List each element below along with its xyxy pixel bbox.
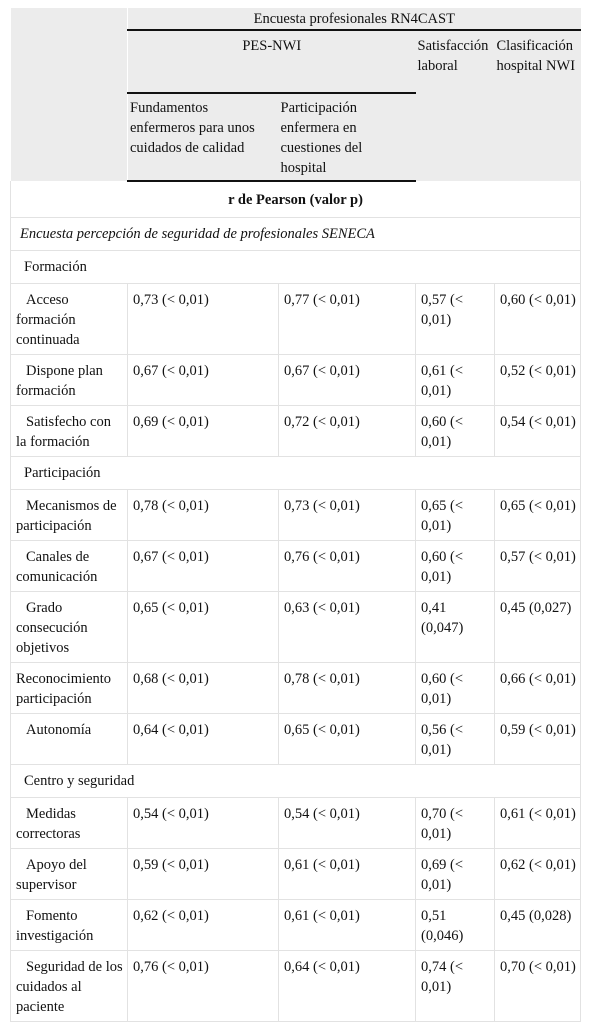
value-cell: 0,77 (< 0,01) <box>279 284 416 355</box>
row-label-text: Medidas correctoras <box>16 806 81 842</box>
row-label <box>11 592 128 663</box>
section-row <box>11 457 581 490</box>
value-cell: 0,61 (< 0,01) <box>279 849 416 900</box>
row-label <box>11 900 128 951</box>
section-row <box>11 251 581 284</box>
value-cell: 0,78 (< 0,01) <box>128 490 279 541</box>
row-label-text: Apoyo del supervisor <box>16 857 87 893</box>
row-label-text: Dispone plan formación <box>16 363 103 399</box>
value-cell: 0,54 (< 0,01) <box>128 798 279 849</box>
value-cell: 0,61 (< 0,01) <box>279 900 416 951</box>
row-label <box>11 663 128 714</box>
value-cell: 0,72 (< 0,01) <box>279 406 416 457</box>
value-cell: 0,60 (< 0,01) <box>495 284 581 355</box>
value-cell: 0,61 (< 0,01) <box>495 798 581 849</box>
survey-title: Encuesta profesionales RN4CAST <box>128 8 581 30</box>
value-cell: 0,70 (< 0,01) <box>416 798 495 849</box>
value-cell: 0,61 (< 0,01) <box>416 355 495 406</box>
row-label-text: Acceso formación continuada <box>16 292 80 348</box>
row-label-text: Canales de comunicación <box>16 549 98 585</box>
value-cell: 0,60 (< 0,01) <box>416 541 495 592</box>
value-cell: 0,64 (< 0,01) <box>279 951 416 1022</box>
row-label-text: Mecanismos de participación <box>16 498 117 534</box>
value-cell: 0,64 (< 0,01) <box>128 714 279 765</box>
section-row <box>11 765 581 798</box>
value-cell: 0,62 (< 0,01) <box>495 849 581 900</box>
value-cell: 0,57 (< 0,01) <box>495 541 581 592</box>
value-cell: 0,65 (< 0,01) <box>416 490 495 541</box>
row-label <box>11 406 128 457</box>
table-row <box>11 406 581 457</box>
table-row <box>11 951 581 1022</box>
value-cell: 0,56 (< 0,01) <box>416 714 495 765</box>
header-empty-cell <box>11 8 128 181</box>
pes-nwi-header: PES-NWI <box>128 30 416 93</box>
row-label <box>11 798 128 849</box>
value-cell: 0,41 (0,047) <box>416 592 495 663</box>
table-row <box>11 284 581 355</box>
value-cell: 0,65 (< 0,01) <box>279 714 416 765</box>
value-cell: 0,76 (< 0,01) <box>128 951 279 1022</box>
value-cell: 0,73 (< 0,01) <box>128 284 279 355</box>
satisfaccion-header: Satisfacción laboral <box>416 30 495 181</box>
table-row <box>11 663 581 714</box>
value-cell: 0,45 (0,028) <box>495 900 581 951</box>
value-cell: 0,67 (< 0,01) <box>128 355 279 406</box>
section-title: Centro y seguridad <box>11 765 581 798</box>
value-cell: 0,63 (< 0,01) <box>279 592 416 663</box>
participacion-header: Participación enfermera en cuestiones del hospital <box>279 93 416 181</box>
table-row <box>11 849 581 900</box>
value-cell: 0,62 (< 0,01) <box>128 900 279 951</box>
row-label <box>11 849 128 900</box>
row-label <box>11 951 128 1022</box>
table-row <box>11 541 581 592</box>
value-cell: 0,78 (< 0,01) <box>279 663 416 714</box>
value-cell: 0,67 (< 0,01) <box>128 541 279 592</box>
row-label <box>11 284 128 355</box>
value-cell: 0,54 (< 0,01) <box>279 798 416 849</box>
table-row <box>11 714 581 765</box>
value-cell: 0,52 (< 0,01) <box>495 355 581 406</box>
value-cell: 0,59 (< 0,01) <box>495 714 581 765</box>
table-header <box>11 8 581 181</box>
table-body <box>11 181 581 1022</box>
value-cell: 0,65 (< 0,01) <box>495 490 581 541</box>
row-label-text: Seguridad de los cuidados al paciente <box>16 959 123 1015</box>
table-row <box>11 490 581 541</box>
value-cell: 0,74 (< 0,01) <box>416 951 495 1022</box>
value-cell: 0,65 (< 0,01) <box>128 592 279 663</box>
survey-label: Encuesta percepción de seguridad de profesionales SENECA <box>11 218 581 251</box>
section-title: Participación <box>11 457 581 490</box>
value-cell: 0,69 (< 0,01) <box>128 406 279 457</box>
clasificacion-header: Clasificación hospital NWI <box>495 30 581 181</box>
value-cell: 0,45 (0,027) <box>495 592 581 663</box>
value-cell: 0,59 (< 0,01) <box>128 849 279 900</box>
value-cell: 0,68 (< 0,01) <box>128 663 279 714</box>
table-row <box>11 900 581 951</box>
row-label-text: Grado consecución objetivos <box>16 600 88 656</box>
table-row <box>11 798 581 849</box>
value-cell: 0,60 (< 0,01) <box>416 406 495 457</box>
value-cell: 0,57 (< 0,01) <box>416 284 495 355</box>
row-label-text: Fomento investigación <box>16 908 94 944</box>
table-row <box>11 592 581 663</box>
row-label-text: Autonomía <box>26 722 92 738</box>
row-label-text: Reconocimiento participación <box>16 671 112 707</box>
row-label <box>11 490 128 541</box>
value-cell: 0,69 (< 0,01) <box>416 849 495 900</box>
fundamentos-header: Fundamentos enfermeros para unos cuidados de calidad <box>128 93 279 181</box>
value-cell: 0,60 (< 0,01) <box>416 663 495 714</box>
value-cell: 0,51 (0,046) <box>416 900 495 951</box>
value-cell: 0,73 (< 0,01) <box>279 490 416 541</box>
value-cell: 0,67 (< 0,01) <box>279 355 416 406</box>
stat-label: r de Pearson (valor p) <box>11 181 581 218</box>
value-cell: 0,54 (< 0,01) <box>495 406 581 457</box>
section-title: Formación <box>11 251 581 284</box>
row-label <box>11 355 128 406</box>
row-label <box>11 541 128 592</box>
value-cell: 0,70 (< 0,01) <box>495 951 581 1022</box>
correlation-table <box>10 8 581 1022</box>
table-row <box>11 355 581 406</box>
row-label <box>11 714 128 765</box>
row-label-text: Satisfecho con la formación <box>16 414 111 450</box>
value-cell: 0,66 (< 0,01) <box>495 663 581 714</box>
value-cell: 0,76 (< 0,01) <box>279 541 416 592</box>
